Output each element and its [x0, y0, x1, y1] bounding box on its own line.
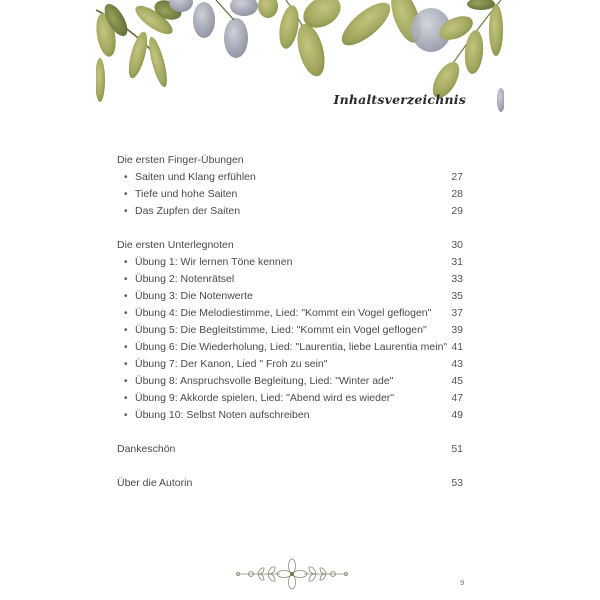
toc-item[interactable]: • Übung 3: Die Notenwerte 35	[117, 288, 463, 305]
toc-section	[117, 152, 463, 220]
toc-item[interactable]: • Tiefe und hohe Saiten 28	[117, 186, 463, 203]
spacer	[117, 424, 463, 441]
toc-heading[interactable]: Die ersten Unterlegnoten 30	[117, 239, 463, 251]
toc-item[interactable]: • Übung 4: Die Melodiestimme, Lied: "Kommt ein Vogel geflogen" 37	[117, 305, 463, 322]
floral-ornament-icon	[234, 558, 350, 590]
document-page	[96, 0, 504, 600]
toc-item[interactable]: • Übung 9: Akkorde spielen, Lied: "Abend wird es wieder" 47	[117, 390, 463, 407]
spacer	[117, 220, 463, 237]
toc-item[interactable]: • Übung 5: Die Begleitstimme, Lied: "Kommt ein Vogel geflogen" 39	[117, 322, 463, 339]
toc-item[interactable]: • Das Zupfen der Saiten 29	[117, 203, 463, 220]
toc-item[interactable]: • Übung 6: Die Wiederholung, Lied: "Laurentia, liebe Laurentia mein" 41	[117, 339, 463, 356]
toc-heading[interactable]: Die ersten Finger-Übungen	[117, 154, 244, 166]
table-of-contents	[117, 152, 463, 492]
toc-heading[interactable]: Über die Autorin 53	[117, 477, 463, 489]
page-number: 9	[460, 578, 465, 587]
page-title: Inhaltsverzeichnis	[333, 92, 466, 107]
spacer	[117, 458, 463, 475]
toc-section	[117, 237, 463, 424]
toc-item[interactable]: • Übung 2: Notenrätsel 33	[117, 271, 463, 288]
toc-item[interactable]: • Übung 10: Selbst Noten aufschreiben 49	[117, 407, 463, 424]
toc-item[interactable]: • Übung 8: Anspruchsvolle Begleitung, Lied: "Winter ade" 45	[117, 373, 463, 390]
toc-item[interactable]: • Saiten und Klang erfühlen 27	[117, 169, 463, 186]
toc-heading[interactable]: Dankeschön 51	[117, 443, 463, 455]
toc-item[interactable]: • Übung 7: Der Kanon, Lied " Froh zu sein" 43	[117, 356, 463, 373]
toc-item[interactable]: • Übung 1: Wir lernen Töne kennen 31	[117, 254, 463, 271]
